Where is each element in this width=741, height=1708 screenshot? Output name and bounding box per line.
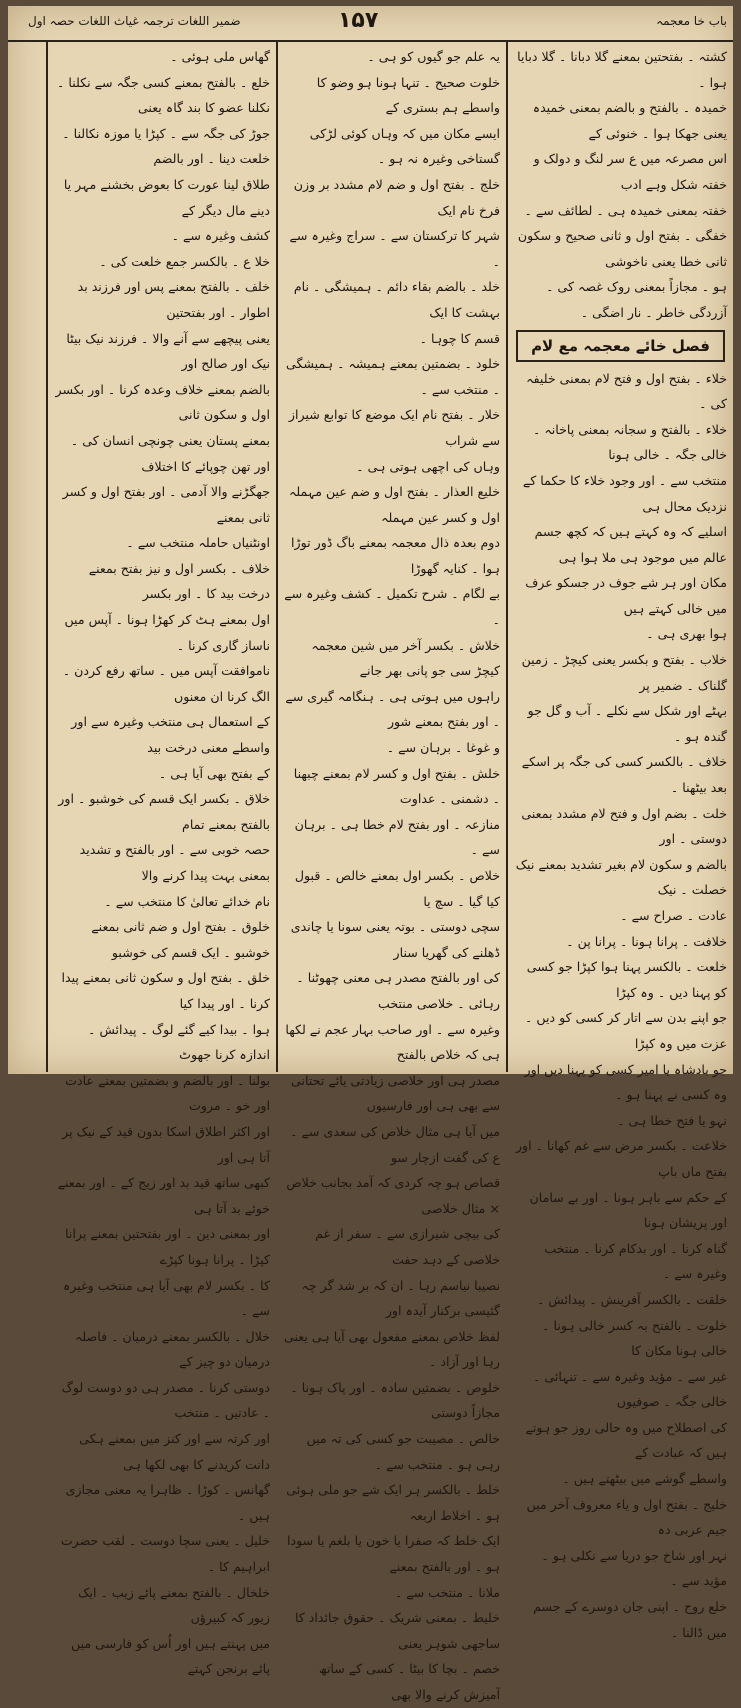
entry-line: خلاب ۔ بفتح و بکسر یعنی کیچڑ ۔ زمین گلناک ۔ ضمیر پر (521, 652, 727, 693)
entry-line: خلیع العذار ۔ بفتح اول و ضم عین مہملہ اول و کسر عین مہملہ (288, 484, 500, 525)
book-page (8, 6, 733, 1702)
entry-line: راہوں میں ہوتی ہی ۔ ہنگامہ گیری سے ۔ اور بفتح بمعنے شور (285, 688, 500, 730)
entry-line: کشتہ ۔ بفتحتین بمعنے گلا دبانا ۔ گلا دبایا ہوا ۔ (517, 49, 727, 90)
entry-line: کی اور بالفتح مصدر ہی معنی چھوٹنا ۔ رہائی ۔ خلاصی منتخب (296, 970, 500, 1011)
page-header (8, 6, 733, 42)
section-heading: فصل خائے معجمہ مع لام (516, 330, 725, 362)
entry-line: خلج ۔ بفتح اول و ضم لام مشدد بر وزن فرخ نام ایک (293, 176, 500, 218)
entry-line: خلع روح ۔ اپنی جان دوسرے کے جسم میں ڈالنا ۔ (533, 1599, 727, 1640)
entry-line: خلط ۔ بالکسر ہر ایک شے جو ملی ہوئی ہو ۔ اخلاط اربعہ (286, 1482, 500, 1523)
entry-line: کا ۔ بکسر لام بھی آیا ہی منتخب وغیرہ سے ۔ (62, 1277, 270, 1319)
entry-line: کی اصطلاح میں وہ حالی روز جو ہوتے ہیں کہ عبادت کے (525, 1419, 727, 1461)
entry-line: خلیط ۔ بمعنی شریک ۔ حقوق جائداد کا ساجھی شوہر یعنی (294, 1610, 500, 1651)
column-middle (278, 44, 506, 1702)
entry-line: خلود ۔ بضمتین بمعنے ہمیشہ ۔ ہمیشگی ۔ منتخب سے ۔ (285, 356, 500, 397)
entry-line: اونٹنیاں حاملہ منتخب سے ۔ (126, 535, 270, 551)
entry-line: خالص ۔ مصیبت جو کسی کی تہ میں رہی ہو ۔ منتخب سے ۔ (306, 1431, 500, 1472)
entry-line: خلت ۔ بضم اول و فتح لام مشدد بمعنی دوستی ۔ اور (521, 805, 727, 847)
entry-line: مصدر ہی اور خلاصی زیادتی یائے تحتانی سے بھی ہی اور فارسیوں (291, 1072, 500, 1114)
entry-line: منازعہ ۔ اور بفتح لام خطا ہی ۔ برہان سے ۔ (294, 816, 500, 858)
entry-line: خلقت ۔ بالکسر آفرینش ۔ پیدائش ۔ (537, 1291, 727, 1307)
entry-line: خفتہ بمعنی خمیدہ ہی ۔ لطائف سے ۔ (524, 202, 727, 218)
entry-line: خلافت ۔ پرانا ہونا ۔ پرانا پن ۔ (566, 933, 727, 949)
entry-line: خلاف ۔ بالکسر کسی کی جگہ پر اسکے بعد بیٹھنا ۔ (521, 754, 727, 796)
entry-line: خلوت صحیح ۔ تنہا ہونا ہو وضو کا واسطے ہم بستری کے (316, 74, 500, 116)
running-title-left: ضمیر اللغات ترجمہ غیاث اللغات حصہ اول (28, 14, 241, 28)
entry-line: خلوق ۔ بفتح اول و ضم ثانی بمعنے خوشبو ۔ ایک قسم کی خوشبو (91, 919, 270, 960)
entry-line: بے لگام ۔ شرح تکمیل ۔ کشف وغیرہ سے ۔ (284, 586, 500, 628)
entry-line: بالضم و سکون لام بغیر تشدید بمعنے نیک خصلت ۔ نیک (515, 856, 727, 898)
entry-line: ہو ۔ مجازاً بمعنی روک غصہ کی ۔ آزردگی خاطر ۔ نار اضگی ۔ (546, 279, 727, 320)
entry-line: گناہ کرنا ۔ اور بدکام کرنا ۔ منتخب وغیرہ سے ۔ (544, 1240, 727, 1282)
entry-line: خلاء ۔ بالفتح و سجانہ بمعنی پاخانہ ۔ خالی جگہ ۔ خالی ہونا (533, 421, 727, 463)
entry-line: ہوا بھری ہی ۔ (646, 626, 727, 642)
entry-line: اسلیے کہ وہ کہتے ہیں کہ کچھ جسم عالم میں موجود ہی ملا ہوا ہی (534, 524, 727, 565)
entry-line: ناموافقت آپس میں ۔ ساتھ رفع کردن ۔ الگ کرنا ان معنوں (62, 663, 270, 704)
entry-line: گھاس ملی ہوئی ۔ (170, 49, 270, 64)
entry-line: خفگی ۔ بفتح اول و ثانی صحیح و سکون ثانی خطا یعنی ناخوشی (517, 228, 727, 269)
entry-line: وغیرہ سے ۔ اور صاحب بہار عجم نے لکھا ہی کہ خلاص بالفتح (285, 1021, 500, 1063)
entry-line: خلاء ۔ بفتح اول و فتح لام بمعنی خلیفہ کی ۔ (526, 370, 727, 412)
entry-line: سچی دوستی ۔ بوتہ یعنی سونا یا چاندی ڈھلنے کی گھریا سنار (290, 919, 500, 960)
entry-line: ایسے مکان میں کہ وہاں کوئی لڑکی گستاخی وغیرہ نہ ہو ۔ (309, 125, 500, 167)
entry-line: منتخب سے ۔ اور وجود خلاء کا حکما کے نزدیک محال ہی (522, 472, 727, 514)
entry-line: اور اکثر اطلاق اسکا بدون قید کے نیک پر آتا ہی اور (62, 1123, 270, 1165)
entry-line: جوڑ کی جگہ سے ۔ کپڑا یا موزہ نکالنا ۔ خلعت دینا ۔ اور بالضم (62, 125, 270, 167)
entry-line: خلیج ۔ بفتح اول و یاء معروف آخر میں جیم عربی دہ (526, 1496, 727, 1538)
entry-line: کے استعمال ہی منتخب وغیرہ سے اور واسطے معنی درخت بید (71, 714, 270, 756)
entry-line: نصیبا نیاسم رہا ۔ ان کہ بر شد گر چہ گئیسی برکنار آیدہ اور (301, 1277, 500, 1319)
entry-line: بالضم بمعنے خلاف وعدہ کرنا ۔ اور بکسر اول و سکون ثانی (55, 381, 270, 423)
entry-line: خلاعت ۔ بکسر مرض سے غم کھانا ۔ اور بفتح ماں باپ (515, 1138, 727, 1179)
entry-line: کشف وغیرہ سے ۔ (171, 228, 270, 244)
entry-line: خلال ۔ بالکسر بمعنے درمیان ۔ فاصلہ درمیان دو چیز کے (74, 1328, 270, 1370)
entry-line: عادت ۔ صراح سے ۔ (620, 908, 727, 923)
entry-line: ایک خلط کہ صفرا یا خون یا بلغم یا سودا ہو ۔ اور بالفتح بمعنے (287, 1533, 500, 1575)
entry-line: خلاق ۔ بکسر ایک قسم کی خوشبو ۔ اور بالفتح بمعنے تمام (58, 791, 270, 832)
entry-line: یہ علم جو گیوں کو ہی ۔ (367, 49, 500, 64)
entry-line: ملانا ۔ منتخب سے ۔ (394, 1584, 500, 1600)
entry-line: جھگڑنے والا آدمی ۔ اور بفتح اول و کسر ثانی بمعنے (62, 484, 270, 525)
entry-line: خصم ۔ بچا کا بیٹا ۔ کسی کے ساتھ آمیزش کرنے والا بھی (318, 1661, 500, 1702)
page-number: ۱۵۷ (338, 8, 379, 33)
entry-line: کی بیچی شیرازی سے ۔ سفر از غم خلاصی کے دہد حفت (315, 1226, 500, 1267)
entry-line: نہو یا فتح خطا ہی ۔ (617, 1112, 727, 1128)
entry-line: واسطے گوشے میں بیٹھتے ہیں ۔ (562, 1471, 727, 1487)
entry-line: خلف ۔ بالفتح بمعنے پس اور فرزند بد اطوار ۔ اور بفتحتین (77, 279, 270, 320)
entry-line: جو بادشاہ یا امیر کسی کو پہنا دیں اور وہ کسی نے پہنا ہو ۔ (524, 1061, 727, 1103)
entry-line: بہٹے اور شکل سے نکلے ۔ آب و گل جو گندہ ہو ۔ (527, 703, 727, 744)
entry-line: اور کرتہ سے اور کنز میں بمعنے ہکی دانت کریدنے کا بھی لکھا ہی (79, 1431, 270, 1472)
entry-line: طلاق لینا عورت کا بعوض بخشنے مہر یا دینے مال دیگر کے (63, 176, 270, 218)
entry-line: حصہ خوبی سے ۔ اور بالفتح و تشدید بمعنی بہت پیدا کرنے والا (79, 842, 270, 883)
entry-line: خلعت ۔ بالکسر پہنا ہوا کپڑا جو کسی کو پہنا دیں ۔ وہ کپڑا (526, 959, 727, 1000)
entry-line: خلاص ۔ بکسر اول بمعنے خالص ۔ قبول کیا گیا ۔ سچ یا (294, 868, 500, 909)
entry-line: کبھی ساتھ قید بد اور زیج کے ۔ اور بمعنے خوئے بد آتا ہی (57, 1175, 270, 1216)
entry-line: اس مصرعہ میں ع سر لنگ و دولک و خفتہ شکل وہے ادب (533, 151, 727, 192)
entry-line: خلیل ۔ یعنی سچا دوست ۔ لقب حضرت ابراہیم کا ۔ (60, 1533, 270, 1575)
entry-line: اول بمعنے ہٹ کر کھڑا ہونا ۔ آپس میں ناساز گاری کرنا ۔ (64, 612, 270, 653)
entry-line: وہاں کی اچھی ہوتی ہی ۔ (356, 458, 500, 474)
entry-line: جو اپنے بدن سے اتار کر کسی کو دیں ۔ عزت میں وہ کپڑا (525, 1010, 727, 1051)
entry-line: گھانس ۔ کوڑا ۔ ظاہرا یہ معنی مجازی ہیں ۔ (65, 1482, 270, 1523)
entry-line: دوستی کرنا ۔ مصدر ہی دو دوست لوگ ۔ عادتیں ۔ منتخب (61, 1379, 270, 1421)
entry-line: خلق ۔ بفتح اول و سکون ثانی بمعنے پیدا کرنا ۔ اور پیدا کیا (61, 970, 270, 1011)
entry-line: خلار ۔ بفتح نام ایک موضع کا توابع شیراز سے شراب (288, 407, 500, 448)
entry-line: یعنی پیچھے سے آنے والا ۔ فرزند نیک بیٹا نیک اور صالح اور (66, 330, 270, 372)
entry-line: بمعنے پستان یعنی چونچی انسان کی ۔ اور تھن چوپائے کا اختلاف (70, 432, 270, 474)
entry-line: و غوغا ۔ برہان سے ۔ (386, 740, 500, 756)
entry-line: خلاش ۔ بکسر آخر میں شین معجمہ کیچڑ سی جو پانی بھر جانے (311, 637, 500, 679)
entry-line: خلخال ۔ بالفتح بمعنے پائے زیب ۔ ایک زیور کہ کبیرؤں (78, 1584, 270, 1626)
entry-line: کے بفتح بھی آیا ہی ۔ (158, 765, 270, 781)
entry-line: خلاف ۔ بکسر اول و نیز بفتح بمعنے درخت بید کا ۔ اور بکسر (88, 560, 270, 602)
entry-line: نام خدائے تعالیٰ کا منتخب سے ۔ (104, 893, 270, 909)
entry-line: خمیدہ ۔ بالفتح و بالضم بمعنی خمیدہ یعنی جھکا ہوا ۔ خنوئی کے (532, 100, 727, 141)
entry-line: قصاص ہو چہ کردی کہ آمد بجانب خلاص × مثال خلاصی (286, 1175, 500, 1216)
running-title-right: باب خا معجمہ (656, 14, 727, 28)
entry-line: شہر کا ترکستان سے ۔ سراج وغیرہ سے ۔ (289, 228, 500, 269)
entry-line: خلوت ۔ بالفتح بہ کسر خالی ہونا ۔ خالی ہونا مکان کا (542, 1317, 727, 1359)
entry-line: خلش ۔ بفتح اول و کسر لام بمعنے چبھنا ۔ دشمنی ۔ عداوت (293, 765, 500, 807)
entry-line: دوم بعدہ ذال معجمہ بمعنے باگ ڈور توڑا ہوا ۔ کنایہ گھوڑا (291, 535, 500, 576)
entry-line: کے حکم سے باہر ہونا ۔ اور بے سامان اور پریشان ہونا (529, 1189, 727, 1231)
entry-line: غیر سے ۔ مؤید وغیرہ سے ۔ تنہائی ۔ خالی جگہ ۔ صوفیوں (532, 1368, 727, 1410)
entry-line: خلا ع ۔ بالکسر جمع خلعت کی ۔ (99, 253, 270, 269)
entry-line: قسم کا چوہا ۔ (419, 330, 500, 346)
entry-line: میں پہنتے ہیں اور اُس کو فارسی میں پائے برنجن کہتے (71, 1635, 270, 1677)
entry-line: اور بمعنی دین ۔ اور بفتحتین بمعنے پرانا کپڑا ۔ پرانا ہونا کپڑے (65, 1226, 270, 1267)
entry-line: لفظ خلاص بمعنے مفعول بھی آیا ہی یعنی رہا اور آزاد ۔ (283, 1328, 500, 1370)
column-left (48, 44, 276, 1677)
entry-line: بولنا ۔ اور بالضم و بضمتین بمعنے عادت اور خو ۔ مروت (65, 1072, 270, 1114)
entry-line: خلع ۔ بالفتح بمعنے کسی جگہ سے نکلنا ۔ نکلنا عضو کا بند گاہ یعنی (56, 74, 270, 116)
entry-line: میں آیا ہی مثال خلاص کی سعدی سے ۔ ع کی گفت ازچار سو (290, 1123, 500, 1165)
entry-line: خلوص ۔ بضمتین سادہ ۔ اور پاک ہونا ۔ مجازاً دوستی (290, 1379, 500, 1421)
entry-line: خلد ۔ بالضم بقاء دائم ۔ ہمیشگی ۔ نام بہشت کا ایک (293, 279, 500, 320)
entry-line: مکان اور ہر شے جوف در جسکو عرف میں خالی کہتے ہیں (525, 575, 727, 616)
entry-line: ہوا ۔ بیدا کیے گئے لوگ ۔ پیدائش ۔ اندازہ کرنا جھوٹ (88, 1021, 270, 1063)
entry-line: نہر اور شاخ جو دریا سے نکلی ہو ۔ مؤید سے ۔ (541, 1547, 727, 1589)
column-right (508, 44, 733, 1640)
